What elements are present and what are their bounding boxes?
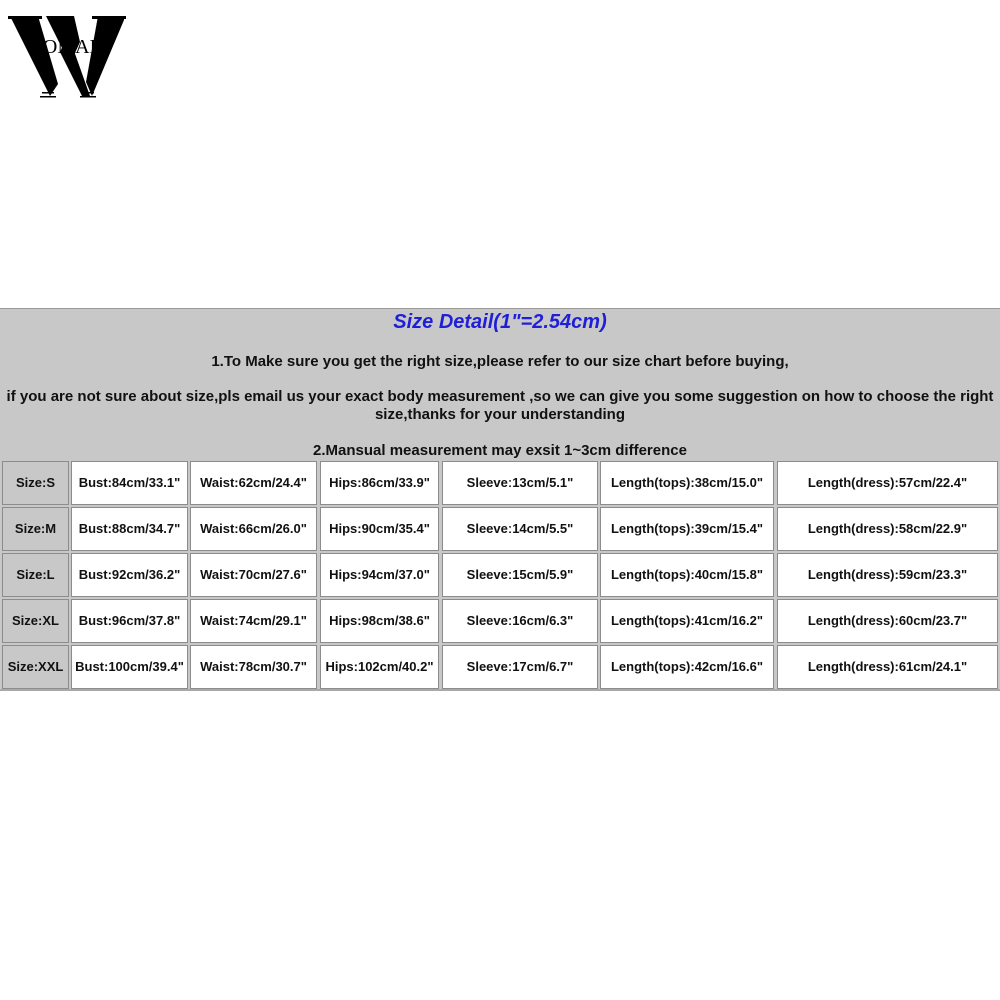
sleeve-cell: Sleeveː15cm/5.9" (442, 553, 598, 597)
bust-cell: Bust:96cm/37.8" (71, 599, 188, 643)
size-note-3: 2.Mansual measurement may exsit 1~3cm difference (313, 442, 687, 459)
length-tops-cell: Length(tops):41cm/16.2" (600, 599, 774, 643)
length-tops-cell: Length(tops):42cm/16.6" (600, 645, 774, 689)
size-label-cell: Size:S (2, 461, 69, 505)
length-dress-cell: Length(dress):59cm/23.3" (777, 553, 998, 597)
size-row-l (0, 553, 1000, 597)
length-dress-cell: Length(dress):57cm/22.4" (777, 461, 998, 505)
brand-logo (8, 12, 128, 102)
length-tops-cell: Length(tops):40cm/15.8" (600, 553, 774, 597)
length-dress-cell: Length(dress):60cm/23.7" (777, 599, 998, 643)
logo-wordmark: WOMAIL (24, 36, 109, 58)
hips-cell: Hips:90cm/35.4" (320, 507, 439, 551)
length-tops-cell: Length(tops):39cm/15.4" (600, 507, 774, 551)
hips-cell: Hips:86cm/33.9" (320, 461, 439, 505)
size-label-cell: Size:M (2, 507, 69, 551)
bust-cell: Bust:92cm/36.2" (71, 553, 188, 597)
waist-cell: Waist:62cm/24.4" (190, 461, 317, 505)
size-row-m (0, 507, 1000, 551)
bust-cell: Bust:84cm/33.1" (71, 461, 188, 505)
size-detail-panel (0, 308, 1000, 691)
sleeve-cell: Sleeveː16cm/6.3" (442, 599, 598, 643)
hips-cell: Hips:94cm/37.0" (320, 553, 439, 597)
size-label-cell: Size:L (2, 553, 69, 597)
waist-cell: Waist:70cm/27.6" (190, 553, 317, 597)
length-tops-cell: Length(tops):38cm/15.0" (600, 461, 774, 505)
size-note-2: if you are not sure about size,pls email us your exact body measurement ,so we can give you some suggestion on how to choose the right size,thanks for your understanding (6, 388, 994, 423)
sleeve-cell: Sleeveː13cm/5.1" (442, 461, 598, 505)
size-label-cell: Size:XL (2, 599, 69, 643)
waist-cell: Waist:66cm/26.0" (190, 507, 317, 551)
length-dress-cell: Length(dress):61cm/24.1" (777, 645, 998, 689)
waist-cell: Waist:74cm/29.1" (190, 599, 317, 643)
size-row-s (0, 461, 1000, 505)
size-detail-title: Size Detail(1"=2.54cm) (393, 311, 607, 333)
size-label-cell: Size:XXL (2, 645, 69, 689)
length-dress-cell: Length(dress):58cm/22.9" (777, 507, 998, 551)
size-row-xxl (0, 645, 1000, 689)
bust-cell: Bust:88cm/34.7" (71, 507, 188, 551)
sleeve-cell: Sleeveː14cm/5.5" (442, 507, 598, 551)
size-row-xl (0, 599, 1000, 643)
size-note-1: 1.To Make sure you get the right size,please refer to our size chart before buying, (211, 353, 789, 370)
hips-cell: Hips:102cm/40.2" (320, 645, 439, 689)
sleeve-cell: Sleeveː17cm/6.7" (442, 645, 598, 689)
bust-cell: Bust:100cm/39.4" (71, 645, 188, 689)
waist-cell: Waist:78cm/30.7" (190, 645, 317, 689)
hips-cell: Hips:98cm/38.6" (320, 599, 439, 643)
